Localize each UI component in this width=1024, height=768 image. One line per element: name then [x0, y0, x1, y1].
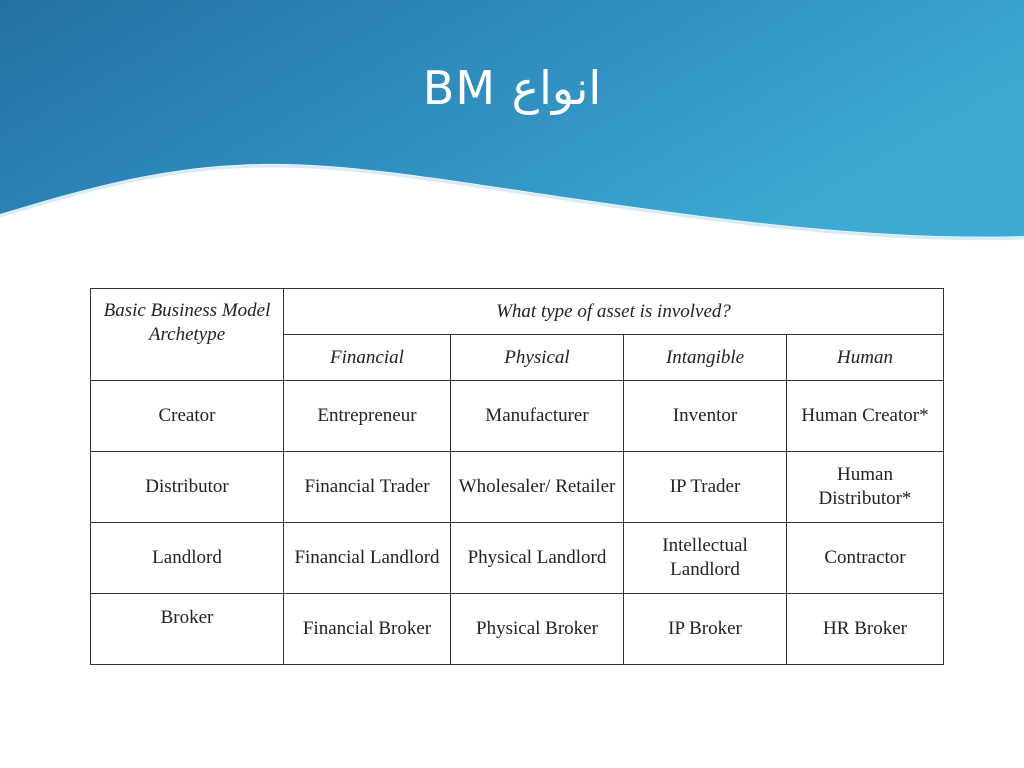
- table-cell: Financial Landlord: [284, 523, 451, 594]
- asset-type-intangible: Intangible: [624, 335, 787, 381]
- table-cell: Intellectual Landlord: [624, 523, 787, 594]
- archetype-label: Distributor: [91, 452, 284, 523]
- table-row: [91, 594, 944, 665]
- table-cell: Physical Broker: [451, 594, 624, 665]
- table-cell: Physical Landlord: [451, 523, 624, 594]
- header-wave-background: [0, 0, 1024, 250]
- asset-type-physical: Physical: [451, 335, 624, 381]
- asset-type-financial: Financial: [284, 335, 451, 381]
- archetype-label: Creator: [91, 381, 284, 452]
- archetype-label: Landlord: [91, 523, 284, 594]
- table-cell: Manufacturer: [451, 381, 624, 452]
- table-cell: Human Creator*: [787, 381, 944, 452]
- archetype-label: Broker: [91, 594, 284, 665]
- table-row: [91, 523, 944, 594]
- table-cell: Financial Trader: [284, 452, 451, 523]
- table-cell: Human Distributor*: [787, 452, 944, 523]
- table-cell: IP Broker: [624, 594, 787, 665]
- table-row: [91, 452, 944, 523]
- table-cell: HR Broker: [787, 594, 944, 665]
- table-cell: Entrepreneur: [284, 381, 451, 452]
- asset-type-human: Human: [787, 335, 944, 381]
- table-cell: Financial Broker: [284, 594, 451, 665]
- table-cell: IP Trader: [624, 452, 787, 523]
- archetype-column-header: Basic Business Model Archetype: [91, 289, 284, 381]
- business-model-archetype-table: [90, 288, 944, 665]
- table-row: [91, 381, 944, 452]
- table-header-row: [91, 289, 944, 335]
- slide-title: BM انواع: [422, 61, 602, 115]
- table-cell: Contractor: [787, 523, 944, 594]
- archetype-table-container: [90, 288, 943, 665]
- asset-type-header: What type of asset is involved?: [284, 289, 944, 335]
- table-cell: Inventor: [624, 381, 787, 452]
- table-cell: Wholesaler/ Retailer: [451, 452, 624, 523]
